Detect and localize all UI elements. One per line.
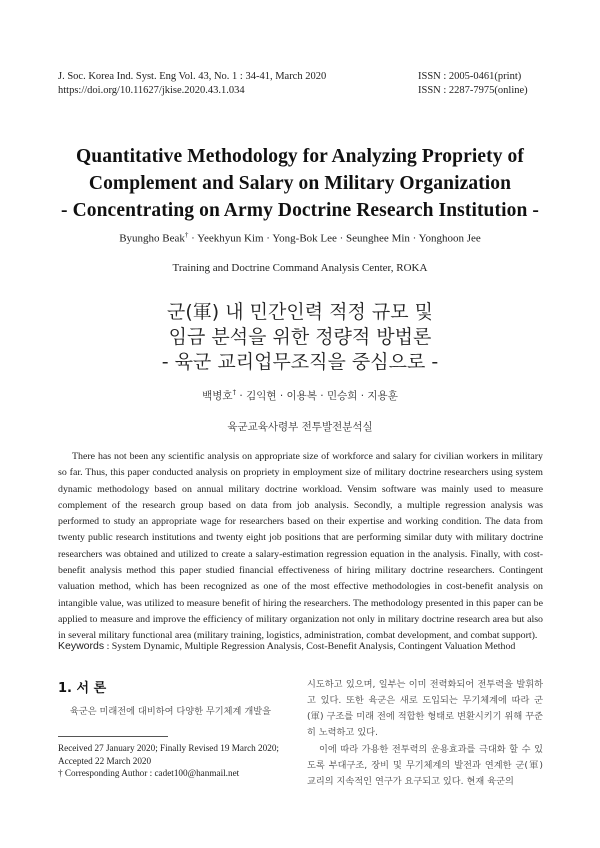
body-right-paragraph-1: 시도하고 있으며, 일부는 이미 전력화되어 전투력을 발휘하고 있다. 또한 육군은 새로 도입되는 무기체계에 따라 군(軍) 구조를 미래 전에 적합한 형태로 변환시키기 위해 꾸준히 노력하고 있다. — [307, 679, 543, 738]
affiliation-ko: 육군교육사령부 전투발전분석실 — [227, 421, 373, 433]
footnote-corresponding: † Corresponding Author : cadet100@hanmail.net — [58, 768, 240, 778]
affiliation-en: Training and Doctrine Command Analysis Center, ROKA — [172, 262, 428, 274]
abstract: There has not been any scientific analysis on appropriate size of workforce and salary for civilian workers in military so far. Thus, this paper conducted analysis on propriety in employment size of military doctrine researchers using system dynamic methodology based on annual military doctrine workload. Vensim software was mainly used to measure complement of the research group based on data from job analysis. Secondly, a multiple regression analysis was performed to study an appropriate wage for researchers based on their expertise and working condition. The data from twenty public research institutions and twenty eight job positions that are performing similar duty with military doctrine researchers was obtained and utilized to create a salary-estimation regression equation in the analysis. Finally, with cost-benefit analysis method this paper studied financial effectiveness of hiring military doctrine researchers. Contingent valuation method, which has been recognized as one of the most effective methodologies in cost-benefit analysis on intangible value, was utilized to measure benefit of hiring the researchers. The methodology presented in this paper can be applied to measure and improve the efficiency of military organization not only in military doctrine research area but also in several military functional area (military training, logistics, administration, combat development, and combat support). — [58, 451, 543, 642]
corresponding-dagger-ko: † — [232, 388, 237, 397]
keywords-text: System Dynamic, Multiple Regression Analysis, Cost-Benefit Analysis, Contingent Valuation Method — [111, 641, 516, 652]
keywords — [58, 640, 548, 652]
corresponding-dagger: † — [184, 231, 189, 239]
issn-print: ISSN : 2005-0461(print) — [418, 71, 522, 82]
title-en-line2: Complement and Salary on Military Organization — [88, 173, 512, 194]
keywords-sep: : — [104, 641, 112, 652]
title-en-line1: Quantitative Methodology for Analyzing Propriety of — [76, 146, 524, 167]
authors-en — [0, 231, 600, 245]
author-ko-rest: · 김익현 · 이용복 · 민승희 · 지용훈 — [236, 390, 398, 402]
author-ko-first: 백병호 — [202, 390, 233, 402]
body-right-paragraph-2: 이에 따라 가용한 전투력의 운용효과를 극대화 할 수 있도록 부대구조, 장비 및 무기체계의 발전과 연계한 군(軍) 교리의 지속적인 연구가 요구되고 있다. 현재 육군의 — [307, 744, 543, 787]
title-ko-line2: 임금 분석을 위한 정량적 방법론 — [168, 326, 432, 348]
body-left-paragraph: 육군은 미래전에 대비하여 다양한 무기체계 개발을 — [70, 706, 271, 717]
keywords-label: Keywords — [58, 640, 105, 652]
footnote-received: Received 27 January 2020; Finally Revised 19 March 2020; — [58, 743, 279, 753]
title-ko-line3: - 육군 교리업무조직을 중심으로 - — [161, 351, 439, 373]
author-rest: · Yeekhyun Kim · Yong-Bok Lee · Seunghee Min · Yonghoon Jee — [188, 232, 481, 245]
title-ko-line1: 군(軍) 내 민간인력 적정 규모 및 — [167, 301, 433, 323]
issn-online: ISSN : 2287-7975(online) — [418, 85, 528, 96]
author-first: Byungho Beak — [119, 232, 185, 245]
doi-link[interactable]: https://doi.org/10.11627/jkise.2020.43.1.034 — [58, 85, 245, 96]
footnote-accepted: Accepted 22 March 2020 — [58, 756, 152, 766]
journal-citation: J. Soc. Korea Ind. Syst. Eng Vol. 43, No. 1 : 34-41, March 2020 — [58, 71, 327, 82]
title-en-line3: - Concentrating on Army Doctrine Research Institution - — [61, 200, 539, 221]
authors-ko — [0, 388, 600, 403]
footnote-rule — [58, 736, 168, 737]
section-heading: 1. 서 론 — [58, 681, 107, 696]
